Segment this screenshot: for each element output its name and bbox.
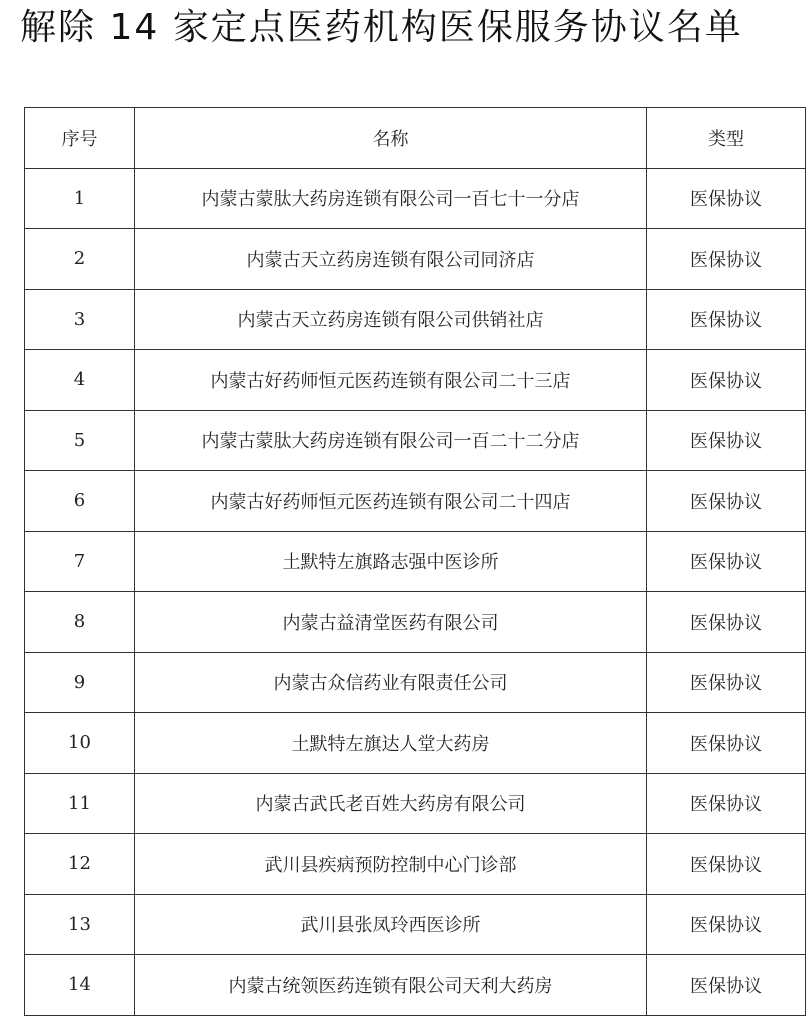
row-type: 医保协议 [647,592,806,653]
row-type: 医保协议 [647,168,806,229]
row-number: 1 [25,168,135,229]
row-name: 武川县疾病预防控制中心门诊部 [135,834,647,895]
header-type: 类型 [647,108,806,169]
row-number: 10 [25,713,135,774]
row-number: 14 [25,955,135,1016]
row-name: 内蒙古天立药房连锁有限公司供销社店 [135,289,647,350]
row-type: 医保协议 [647,894,806,955]
table-row [25,531,806,592]
row-name: 内蒙古益清堂医药有限公司 [135,592,647,653]
table-row [25,229,806,290]
table-row [25,592,806,653]
row-number: 2 [25,229,135,290]
row-number: 3 [25,289,135,350]
row-type: 医保协议 [647,955,806,1016]
table-row [25,289,806,350]
row-number: 6 [25,471,135,532]
row-number: 8 [25,592,135,653]
row-name: 内蒙古蒙肽大药房连锁有限公司一百七十一分店 [135,168,647,229]
agreement-termination-table [24,107,806,1016]
row-number: 4 [25,350,135,411]
header-name: 名称 [135,108,647,169]
row-type: 医保协议 [647,350,806,411]
row-name: 内蒙古好药师恒元医药连锁有限公司二十三店 [135,350,647,411]
row-type: 医保协议 [647,773,806,834]
row-name: 内蒙古众信药业有限责任公司 [135,652,647,713]
table-row [25,773,806,834]
row-name: 武川县张凤玲西医诊所 [135,894,647,955]
row-name: 内蒙古蒙肽大药房连锁有限公司一百二十二分店 [135,410,647,471]
row-name: 土默特左旗达人堂大药房 [135,713,647,774]
page-title: 解除 14 家定点医药机构医保服务协议名单 [20,7,743,48]
table-row [25,713,806,774]
header-number: 序号 [25,108,135,169]
row-type: 医保协议 [647,713,806,774]
table-row [25,350,806,411]
row-name: 内蒙古好药师恒元医药连锁有限公司二十四店 [135,471,647,532]
table-row [25,955,806,1016]
row-number: 11 [25,773,135,834]
row-name: 内蒙古统领医药连锁有限公司天利大药房 [135,955,647,1016]
row-type: 医保协议 [647,652,806,713]
row-type: 医保协议 [647,229,806,290]
table-row [25,834,806,895]
table-row [25,410,806,471]
row-name: 内蒙古武氏老百姓大药房有限公司 [135,773,647,834]
table-header-row [25,108,806,169]
table-row [25,168,806,229]
row-number: 13 [25,894,135,955]
row-number: 12 [25,834,135,895]
row-type: 医保协议 [647,471,806,532]
row-type: 医保协议 [647,410,806,471]
row-number: 5 [25,410,135,471]
row-number: 7 [25,531,135,592]
row-name: 土默特左旗路志强中医诊所 [135,531,647,592]
row-number: 9 [25,652,135,713]
row-name: 内蒙古天立药房连锁有限公司同济店 [135,229,647,290]
table-row [25,894,806,955]
row-type: 医保协议 [647,289,806,350]
table-row [25,471,806,532]
row-type: 医保协议 [647,531,806,592]
row-type: 医保协议 [647,834,806,895]
table-row [25,652,806,713]
